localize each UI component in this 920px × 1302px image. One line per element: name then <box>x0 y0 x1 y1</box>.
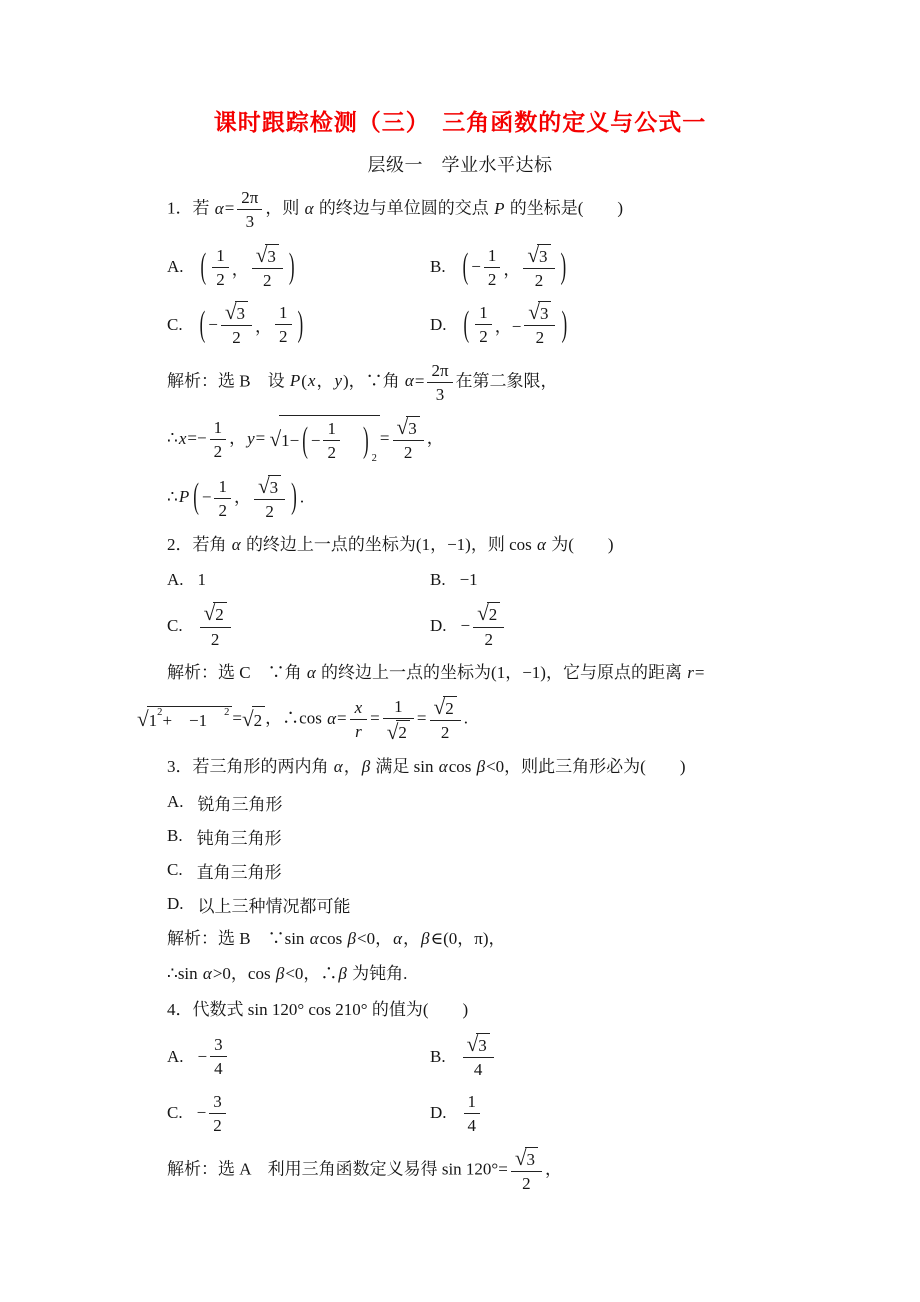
worksheet-body <box>137 186 820 1196</box>
option-label: B. <box>430 570 446 590</box>
question-4-stem: 4．代数式 sin 120° cos 210° 的值为( ) <box>167 999 469 1019</box>
question-1-options-row-ab <box>137 243 820 293</box>
option-body: ( $\frac{1}{2}$ ，− √ 3 2 ) <box>461 300 571 350</box>
section-heading: 层级一 学业水平达标 <box>367 155 553 175</box>
question-2-options-row-cd <box>137 601 820 651</box>
radical-icon: √ <box>224 300 237 325</box>
question-4-option-d <box>430 1090 483 1138</box>
option-label: A. <box>167 1046 184 1066</box>
option-label: A. <box>167 257 184 277</box>
option-body: − √ 2 2 <box>461 601 508 651</box>
question-1-analysis-line-1: 解析：选 B 设 P(x，y)，∵角 α= $\frac{2\pi}{3}$ 在第二象限， <box>137 359 820 407</box>
question-1 <box>137 186 820 523</box>
option-body: −1 <box>459 570 478 590</box>
option-body: 锐角三角形 <box>197 794 283 814</box>
question-2-option-b <box>430 570 478 590</box>
option-label: C. <box>167 860 183 880</box>
question-1-stem: 1．若 α= $\frac{2\pi}{3}$ ，则 α 的终边与单位圆的交点 P 的坐标是( ) <box>137 186 820 234</box>
radical-icon: √ <box>514 1146 527 1171</box>
question-2-stem: 2．若角 α 的终边上一点的坐标为(1，−1)，则 cos α 为( ) <box>167 535 614 554</box>
question-2-option-d <box>430 601 507 651</box>
option-label: B. <box>430 1046 446 1066</box>
radical-icon: √ <box>386 719 399 744</box>
option-body: √ 3 4 <box>460 1032 497 1082</box>
radical-icon: √ <box>241 707 254 732</box>
radical-icon: √ <box>269 427 282 452</box>
option-body: 直角三角形 <box>196 862 282 882</box>
question-4-options-row-ab <box>137 1032 820 1082</box>
radical-icon: √ <box>477 601 489 626</box>
radical-icon: √ <box>203 601 216 626</box>
question-2 <box>137 532 820 745</box>
option-body: √ 2 2 <box>197 601 234 651</box>
radical-icon: √ <box>396 415 409 440</box>
question-4-option-a <box>167 1033 430 1081</box>
question-3-stem: 3．若三角形的两内角 α，β 满足 sin αcos β<0，则此三角形必为( ) <box>167 756 686 776</box>
question-1-option-d <box>430 300 570 350</box>
radical-icon: √ <box>528 300 540 325</box>
page-title: 课时跟踪检测（三） 三角函数的定义与公式一 <box>213 109 707 135</box>
question-3-option-b-row <box>137 823 820 849</box>
option-label: D. <box>430 616 447 636</box>
question-2-analysis-line-2: √ 1 2 + −1 2 = √ 2 ，∴cos α= $\frac{x}{r}$ = 1 √ 2 = √ 2 2 . <box>137 695 468 744</box>
question-2-options-row-ab <box>137 567 820 593</box>
question-3-option-a-row <box>137 789 820 815</box>
question-3-option-d <box>167 892 351 917</box>
question-3-option-c <box>167 858 282 883</box>
option-body: $\frac{1}{4}$ <box>461 1090 484 1138</box>
question-1-analysis-line-2: ∴x=− $\frac{1}{2}$ ，y= √ 1− ( − $\frac{1}{2}$ ) 2 = √ 3 2 ， <box>167 415 444 464</box>
option-body: − $\frac{3}{4}$ <box>198 1033 230 1081</box>
option-label: A. <box>167 570 184 590</box>
radical-icon: √ <box>466 1032 479 1057</box>
option-label: C. <box>167 314 183 334</box>
radical-icon: √ <box>527 242 540 267</box>
question-1-option-a <box>167 243 430 293</box>
question-2-analysis-line-1: 解析：选 C ∵角 α 的终边上一点的坐标为(1，−1)，它与原点的距离 r= <box>167 662 705 682</box>
option-label: B. <box>430 257 446 277</box>
question-3-option-d-row <box>137 891 820 917</box>
radical-icon: √ <box>255 242 268 267</box>
option-body: ( − $\frac{1}{2}$ ， √ 3 2 ) <box>460 243 570 293</box>
question-1-option-b <box>430 243 569 293</box>
option-body: 钝角三角形 <box>196 828 282 848</box>
option-body: 1 <box>197 570 207 590</box>
question-4-option-b <box>430 1032 497 1082</box>
question-2-option-a <box>167 570 430 590</box>
question-3-option-a <box>167 790 283 815</box>
question-2-option-c <box>167 601 430 651</box>
question-1-options-row-cd <box>137 300 820 350</box>
option-label: B. <box>167 826 183 846</box>
option-label: C. <box>167 1103 183 1123</box>
option-body: ( $\frac{1}{2}$ ， √ 3 2 ) <box>198 243 298 293</box>
question-3-option-c-row <box>137 857 820 883</box>
question-1-analysis-line-3: ∴P ( − $\frac{1}{2}$ ， √ 3 2 ) . <box>137 474 820 524</box>
question-3-option-b <box>167 824 282 849</box>
radical-icon: √ <box>137 707 149 732</box>
question-3-analysis-line-2: ∴sin α>0，cos β<0，∴β 为钝角. <box>167 964 408 984</box>
question-1-option-c <box>167 300 430 350</box>
option-body: ( − √ 3 2 ， $\frac{1}{2}$ ) <box>197 300 307 350</box>
question-3 <box>137 754 820 988</box>
option-body: 以上三种情况都可能 <box>197 896 351 916</box>
radical-icon: √ <box>433 695 446 720</box>
radical-icon: √ <box>257 473 270 498</box>
question-4-analysis-line-1: 解析：选 A 利用三角函数定义易得 sin 120°= √ 3 2 ， <box>137 1146 820 1196</box>
question-4-option-c <box>167 1090 430 1138</box>
option-label: C. <box>167 616 183 636</box>
question-3-analysis-line-1: 解析：选 B ∵sin αcos β<0，α，β∈(0，π)， <box>167 929 506 949</box>
question-4 <box>137 997 820 1196</box>
option-body: − $\frac{3}{2}$ <box>197 1090 229 1138</box>
question-4-options-row-cd <box>137 1090 820 1138</box>
option-label: D. <box>430 1103 447 1123</box>
option-label: A. <box>167 792 184 812</box>
option-label: D. <box>430 314 447 334</box>
option-label: D. <box>167 894 184 914</box>
